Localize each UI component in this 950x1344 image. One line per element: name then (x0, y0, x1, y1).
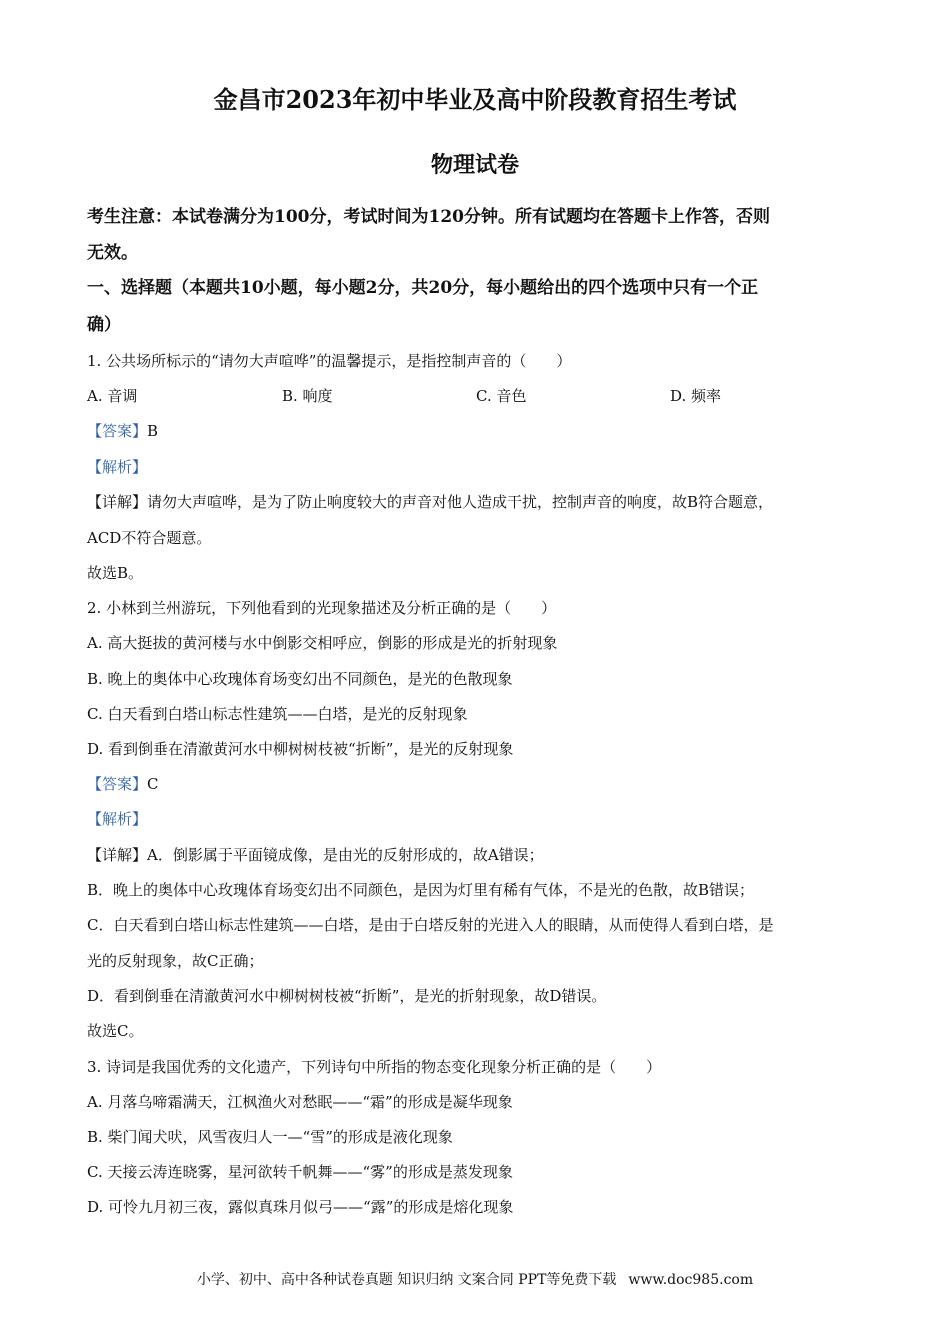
page-title: 金昌市2023年初中毕业及高中阶段教育招生考试 (213, 85, 737, 114)
answer-tag: 【答案】 (87, 775, 148, 793)
q3-option-b: B. 柴门闻犬吠，风雪夜归人一—“雪”的形成是液化现象 (87, 1128, 453, 1146)
q1-option-d: D. 频率 (670, 387, 722, 405)
q1-stem: 1. 公共场所标示的“请勿大声喧哗”的温馨提示，是指控制声音的（ ） (87, 352, 572, 370)
detail-tag: 【详解】 (87, 493, 148, 511)
notice-line-2: 无效。 (87, 243, 138, 263)
footer-text: 小学、初中、高中各种试卷真题 知识归纳 文案合同 PPT等免费下载 (196, 1272, 617, 1288)
q1-detail-line-2: ACD不符合题意。 (87, 529, 212, 547)
section-heading-line-2: 确） (87, 315, 121, 335)
q3-option-d: D. 可怜九月初三夜，露似真珠月似弓——“露”的形成是熔化现象 (87, 1198, 514, 1216)
q2-detail-line-1 (87, 845, 544, 865)
answer-tag: 【答案】 (87, 422, 148, 440)
q2-answer (87, 774, 159, 794)
q3-stem: 3. 诗词是我国优秀的文化遗产，下列诗句中所指的物态变化现象分析正确的是（ ） (87, 1058, 662, 1076)
answer-value: C (147, 775, 159, 793)
detail-text: A．倒影属于平面镜成像，是由光的反射形成的，故A错误； (147, 846, 544, 864)
q1-option-a: A. 音调 (87, 387, 138, 405)
q2-option-a: A. 高大挺拔的黄河楼与水中倒影交相呼应，倒影的形成是光的折射现象 (87, 634, 558, 652)
q1-option-b: B. 响度 (282, 387, 333, 405)
q1-analysis-tag: 【解析】 (87, 458, 148, 476)
q2-detail-line-2: B．晚上的奥体中心玫瑰体育场变幻出不同颜色，是因为灯里有稀有气体，不是光的色散，故B错误； (87, 881, 755, 899)
notice-line-1: 考生注意：本试卷满分为100分，考试时间为120分钟。所有试题均在答题卡上作答，否则 (87, 207, 770, 227)
page-subtitle: 物理试卷 (430, 152, 519, 178)
q2-stem: 2. 小林到兰州游玩，下列他看到的光现象描述及分析正确的是（ ） (87, 599, 557, 617)
q2-detail-line-5: D．看到倒垂在清澈黄河水中柳树树枝被“折断”，是光的折射现象，故D错误。 (87, 987, 607, 1005)
section-heading-line-1: 一、选择题（本题共10小题，每小题2分，共20分，每小题给出的四个选项中只有一个正 (87, 278, 759, 298)
q2-option-d: D. 看到倒垂在清澈黄河水中柳树树枝被“折断”，是光的反射现象 (87, 740, 514, 758)
detail-text: 请勿大声喧哗，是为了防止响度较大的声音对他人造成干扰，控制声音的响度，故B符合题意， (147, 493, 774, 511)
q1-answer (87, 421, 158, 441)
q2-analysis-tag: 【解析】 (87, 810, 148, 828)
q1-option-c: C. 音色 (476, 387, 527, 405)
detail-tag: 【详解】 (87, 846, 148, 864)
q1-detail-line-1 (87, 492, 773, 512)
page-footer (0, 1270, 950, 1290)
q2-detail-line-4: 光的反射现象，故C正确； (87, 952, 264, 970)
q1-conclusion: 故选B。 (87, 564, 144, 582)
footer-link[interactable]: www.doc985.com (628, 1272, 754, 1288)
q2-detail-line-3: C．白天看到白塔山标志性建筑——白塔，是由于白塔反射的光进入人的眼睛，从而使得人看到白塔，是 (87, 916, 774, 934)
q2-option-c: C. 白天看到白塔山标志性建筑——白塔，是光的反射现象 (87, 705, 468, 723)
q3-option-a: A. 月落乌啼霜满天，江枫渔火对愁眠——“霜”的形成是凝华现象 (87, 1093, 513, 1111)
answer-value: B (147, 422, 159, 440)
q2-option-b: B. 晚上的奥体中心玫瑰体育场变幻出不同颜色，是光的色散现象 (87, 670, 513, 688)
q3-option-c: C. 天接云涛连晓雾，星河欲转千帆舞——“雾”的形成是蒸发现象 (87, 1163, 513, 1181)
q2-conclusion: 故选C。 (87, 1022, 144, 1040)
